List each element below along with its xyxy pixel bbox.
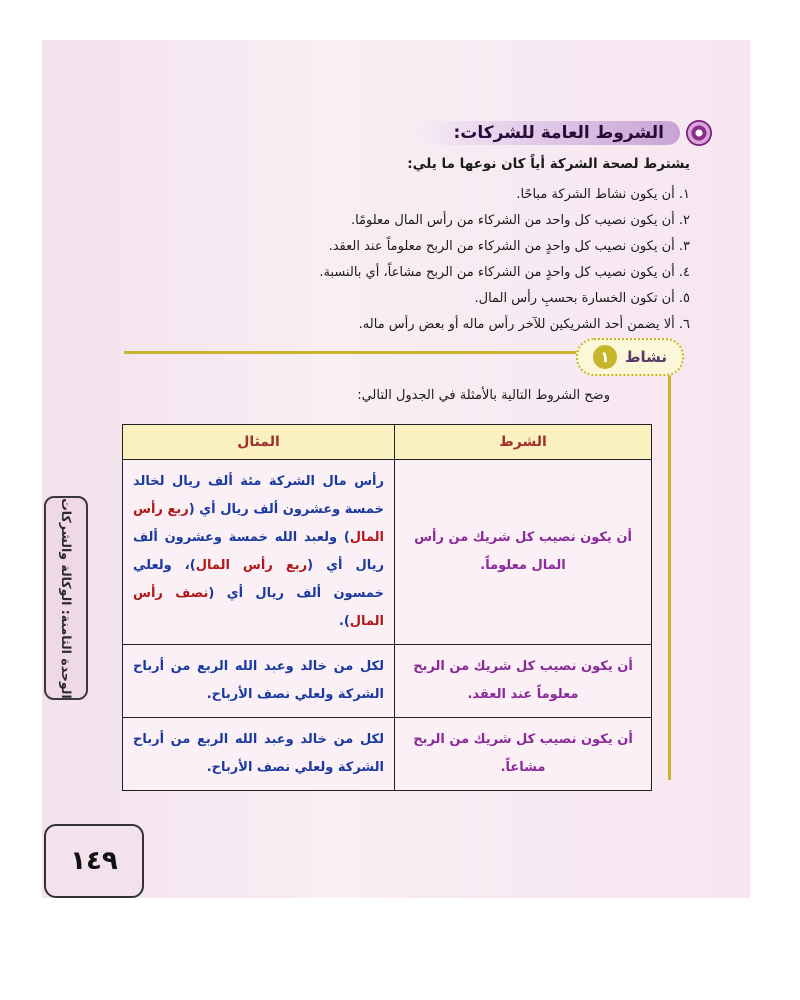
conditions-list	[319, 182, 690, 338]
example-cell: لكل من خالد وعبد الله الربع من أرباح الشركة ولعلي نصف الأرباح.	[123, 645, 395, 718]
flower-icon	[686, 120, 712, 146]
highlight-text: ربع رأس المال	[133, 502, 384, 545]
header-condition: الشرط	[395, 425, 652, 460]
unit-title: الوحدة الثامنة: الوكالة والشركات	[58, 497, 74, 699]
activity-number: ١	[593, 345, 617, 369]
condition-item: ١. أن يكون نشاط الشركة مباحًا.	[516, 187, 690, 202]
highlight-text: نصف رأس المال	[133, 586, 384, 629]
header-example: المثال	[123, 425, 395, 460]
textbook-page	[42, 40, 750, 898]
examples-table	[122, 424, 652, 791]
condition-item: ٤. أن يكون نصيب كل واحدٍ من الشركاء من الربح مشاعاً، أي بالنسبة.	[319, 265, 690, 280]
activity-badge	[576, 338, 684, 376]
example-text: )، ولعلي خمسون ألف ريال أي (	[133, 558, 385, 601]
example-text: ).	[338, 614, 350, 629]
section-heading	[413, 118, 712, 148]
example-cell: لكل من خالد وعبد الله الربع من أرباح الشركة ولعلي نصف الأرباح.	[123, 718, 395, 791]
table-row	[123, 718, 652, 791]
section-title: الشروط العامة للشركات:	[413, 121, 680, 145]
condition-cell: أن يكون نصيب كل شريك من الربح معلوماً عند العقد.	[395, 645, 652, 718]
activity-instruction: وضح الشروط التالية بالأمثلة في الجدول التالي:	[357, 388, 610, 403]
condition-cell: أن يكون نصيب كل شريك من رأس المال معلوماً.	[395, 460, 652, 645]
table-header-row	[123, 425, 652, 460]
activity-label: نشاط	[624, 348, 668, 366]
unit-side-tab	[44, 496, 88, 700]
example-text: رأس مال الشركة مئة ألف ريال لخالد خمسة وعشرون ألف ريال أي (	[133, 474, 384, 517]
example-text: ) ولعبد الله خمسة وعشرون ألف ريال أي (	[133, 530, 385, 573]
condition-item: ٢. أن يكون نصيب كل واحد من الشركاء من رأس المال معلومًا.	[350, 213, 690, 228]
table-row	[123, 460, 652, 645]
condition-item: ٥. أن تكون الخسارة بحسبِ رأس المال.	[474, 291, 690, 306]
condition-item: ٣. أن يكون نصيب كل واحدٍ من الشركاء من الربح معلوماً عند العقد.	[328, 239, 690, 254]
condition-cell: أن يكون نصيب كل شريك من الربح مشاعاً.	[395, 718, 652, 791]
table-row	[123, 645, 652, 718]
intro-text: يشترط لصحة الشركة أياً كان نوعها ما يلي:	[407, 156, 690, 172]
example-cell	[123, 460, 395, 645]
page-number: ١٤٩	[44, 824, 144, 898]
highlight-text: ربع رأس المال	[195, 558, 308, 573]
activity-side-line	[668, 370, 671, 780]
condition-item: ٦. ألا يضمن أحد الشريكين للآخر رأس ماله أو بعض رأس ماله.	[358, 317, 690, 332]
